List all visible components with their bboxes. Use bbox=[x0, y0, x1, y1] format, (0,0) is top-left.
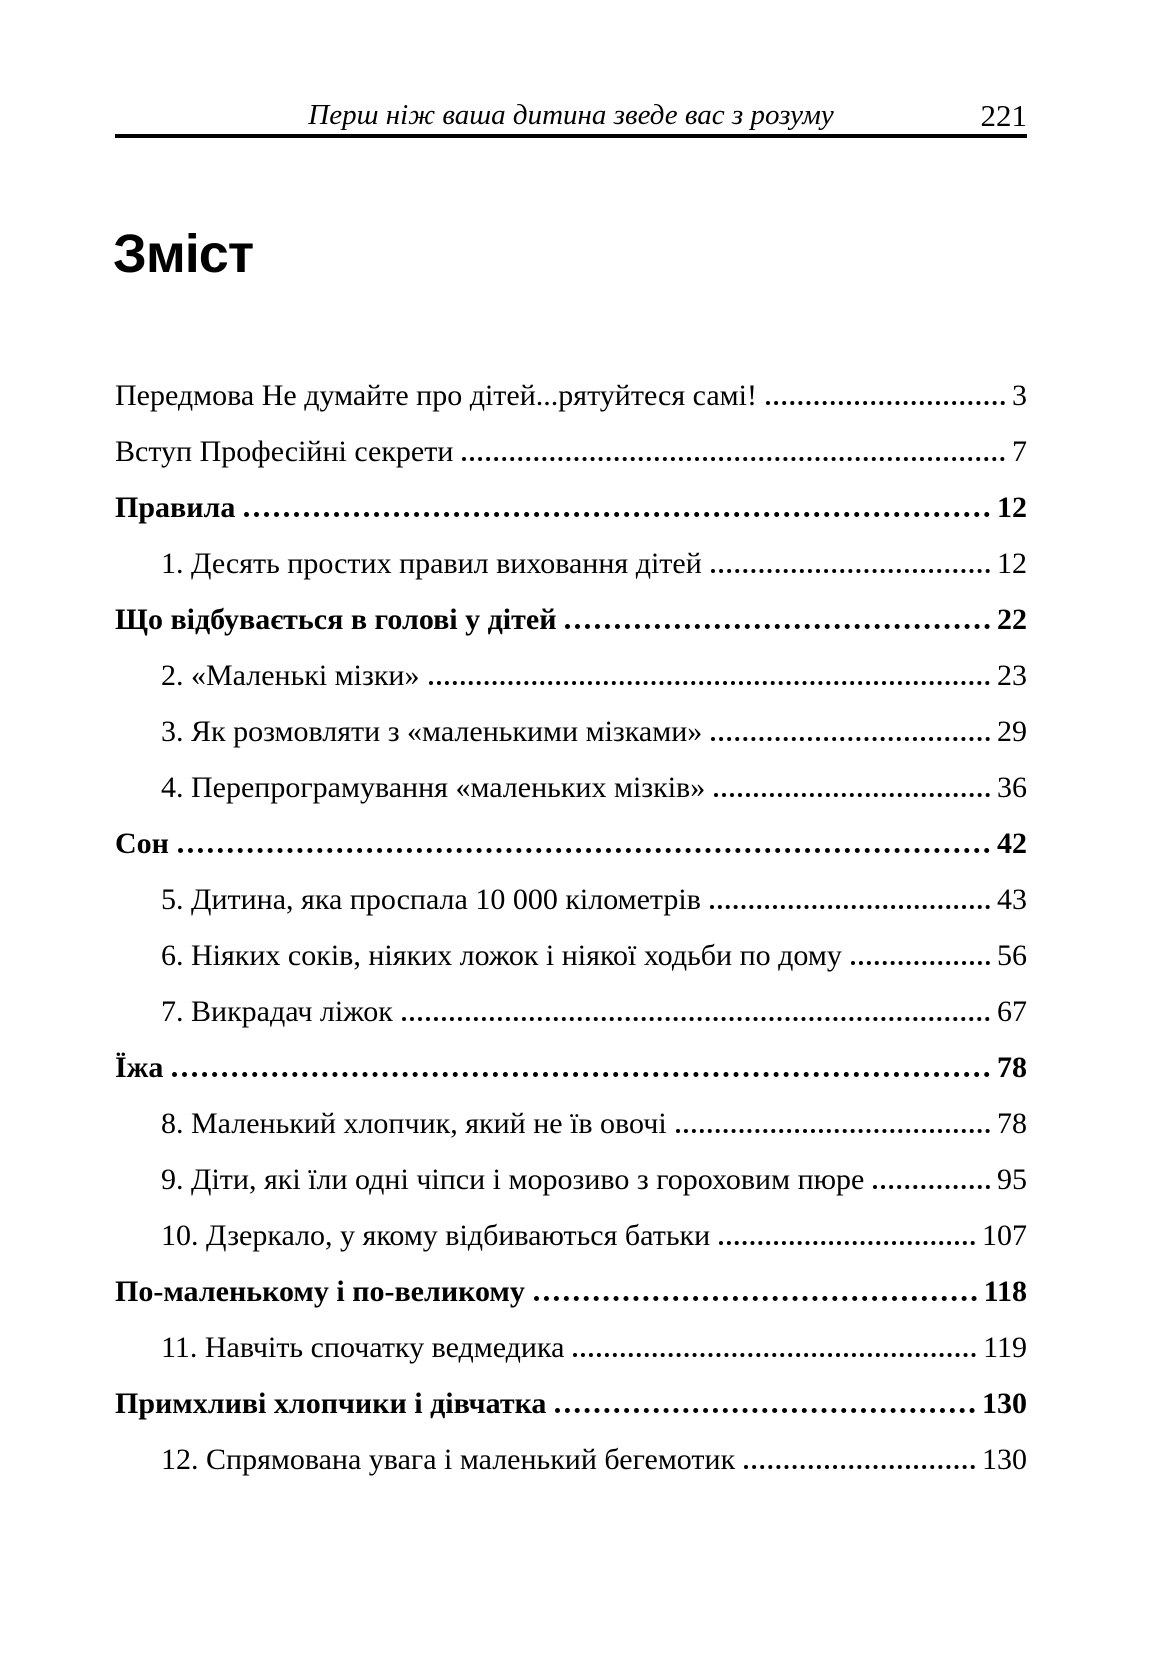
toc-leader-dots bbox=[714, 793, 990, 797]
header-divider bbox=[115, 134, 1027, 138]
toc-leader-dots bbox=[402, 1017, 990, 1021]
toc-entry-label: Примхливі хлопчики і дівчатка bbox=[115, 1387, 547, 1420]
toc-leader-dots bbox=[429, 681, 991, 685]
toc-entry-label: Правила bbox=[115, 491, 236, 524]
toc-entry bbox=[115, 602, 1027, 658]
toc-entry bbox=[115, 1218, 1027, 1274]
toc-page-number: 78 bbox=[997, 1107, 1027, 1140]
toc-leader-dots bbox=[573, 1353, 976, 1357]
toc-leader-dots bbox=[851, 961, 990, 965]
toc-entry bbox=[115, 1050, 1027, 1106]
toc-page-number: 130 bbox=[982, 1443, 1027, 1476]
toc-entry bbox=[115, 994, 1027, 1050]
toc-entry-label: Сон bbox=[115, 827, 169, 860]
toc-entry-label: 2. «Маленькі мізки» bbox=[161, 659, 420, 692]
running-header-title: Перш ніж ваша дитина зведе вас з розуму bbox=[308, 99, 834, 131]
toc-entry-label: 3. Як розмовляти з «маленькими мізками» bbox=[161, 715, 703, 748]
toc-leader-dots bbox=[565, 624, 990, 629]
toc-page-number: 78 bbox=[997, 1051, 1027, 1084]
toc-leader-dots bbox=[676, 1129, 990, 1133]
toc-entry bbox=[115, 1386, 1027, 1442]
toc-entry bbox=[115, 546, 1027, 602]
toc-leader-dots bbox=[244, 512, 990, 517]
toc-page-number: 3 bbox=[1012, 379, 1027, 412]
toc-entry-label: 12. Спрямована увага і маленький бегемотик bbox=[161, 1443, 736, 1476]
toc-entry-label: 4. Перепрограмування «маленьких мізків» bbox=[161, 771, 706, 804]
toc-entry-label: 1. Десять простих правил виховання дітей bbox=[161, 547, 702, 580]
toc-page-number: 36 bbox=[997, 771, 1027, 804]
toc-entry-label: По-маленькому і по-великому bbox=[115, 1275, 525, 1308]
toc-entry-label: Що відбувається в голові у дітей bbox=[115, 603, 557, 636]
toc-entry bbox=[115, 1162, 1027, 1218]
page-number: 221 bbox=[980, 98, 1027, 133]
toc-leader-dots bbox=[710, 905, 990, 909]
toc-page-number: 23 bbox=[997, 659, 1027, 692]
toc-entry-label: Їжа bbox=[115, 1051, 164, 1084]
toc-page-number: 12 bbox=[997, 491, 1027, 524]
toc-page-number: 12 bbox=[997, 547, 1027, 580]
toc-leader-dots bbox=[555, 1408, 975, 1413]
toc-entry bbox=[115, 658, 1027, 714]
toc-leader-dots bbox=[744, 1465, 975, 1469]
toc-entry-label: 11. Навчіть спочатку ведмедика bbox=[161, 1331, 565, 1364]
toc-page-number: 43 bbox=[997, 883, 1027, 916]
toc-leader-dots bbox=[711, 569, 990, 573]
toc-leader-dots bbox=[462, 457, 1005, 461]
toc-page-number: 67 bbox=[997, 995, 1027, 1028]
toc-page-number: 107 bbox=[982, 1219, 1027, 1252]
toc-leader-dots bbox=[766, 401, 1005, 405]
toc-entry bbox=[115, 826, 1027, 882]
page-title: Зміст bbox=[113, 224, 254, 285]
toc-entry bbox=[115, 490, 1027, 546]
toc-entry-label: 8. Маленький хлопчик, який не їв овочі bbox=[161, 1107, 667, 1140]
toc-leader-dots bbox=[178, 848, 990, 853]
toc-page-number: 130 bbox=[982, 1387, 1027, 1420]
toc-entry bbox=[115, 1442, 1027, 1498]
toc-leader-dots bbox=[873, 1185, 990, 1189]
table-of-contents bbox=[115, 378, 1027, 1498]
toc-entry-label: 6. Ніяких соків, ніяких ложок і ніякої ходьби по дому bbox=[161, 939, 842, 972]
toc-page-number: 118 bbox=[983, 1275, 1027, 1308]
toc-entry bbox=[115, 1330, 1027, 1386]
toc-entry bbox=[115, 1274, 1027, 1330]
toc-entry-label: 9. Діти, які їли одні чіпси і морозиво з гороховим пюре bbox=[161, 1163, 865, 1196]
toc-entry-label: Передмова Не думайте про дітей...рятуйтеся самі! bbox=[115, 379, 757, 412]
toc-entry-label: 7. Викрадач ліжок bbox=[161, 995, 393, 1028]
toc-page-number: 95 bbox=[997, 1163, 1027, 1196]
toc-page-number: 42 bbox=[997, 827, 1027, 860]
toc-entry bbox=[115, 434, 1027, 490]
toc-leader-dots bbox=[719, 1241, 975, 1245]
toc-page-number: 22 bbox=[997, 603, 1027, 636]
toc-entry bbox=[115, 882, 1027, 938]
toc-leader-dots bbox=[534, 1296, 977, 1301]
toc-entry bbox=[115, 1106, 1027, 1162]
toc-entry-label: 10. Дзеркало, у якому відбиваються батьки bbox=[161, 1219, 711, 1252]
toc-entry-label: 5. Дитина, яка проспала 10 000 кілометрів bbox=[161, 883, 701, 916]
toc-entry-label: Вступ Професійні секрети bbox=[115, 435, 454, 468]
toc-leader-dots bbox=[711, 737, 990, 741]
toc-page-number: 29 bbox=[997, 715, 1027, 748]
toc-page-number: 119 bbox=[983, 1331, 1027, 1364]
toc-entry bbox=[115, 770, 1027, 826]
toc-entry bbox=[115, 938, 1027, 994]
toc-leader-dots bbox=[172, 1072, 990, 1077]
toc-page-number: 56 bbox=[997, 939, 1027, 972]
toc-entry bbox=[115, 378, 1027, 434]
toc-page-number: 7 bbox=[1012, 435, 1027, 468]
toc-entry bbox=[115, 714, 1027, 770]
